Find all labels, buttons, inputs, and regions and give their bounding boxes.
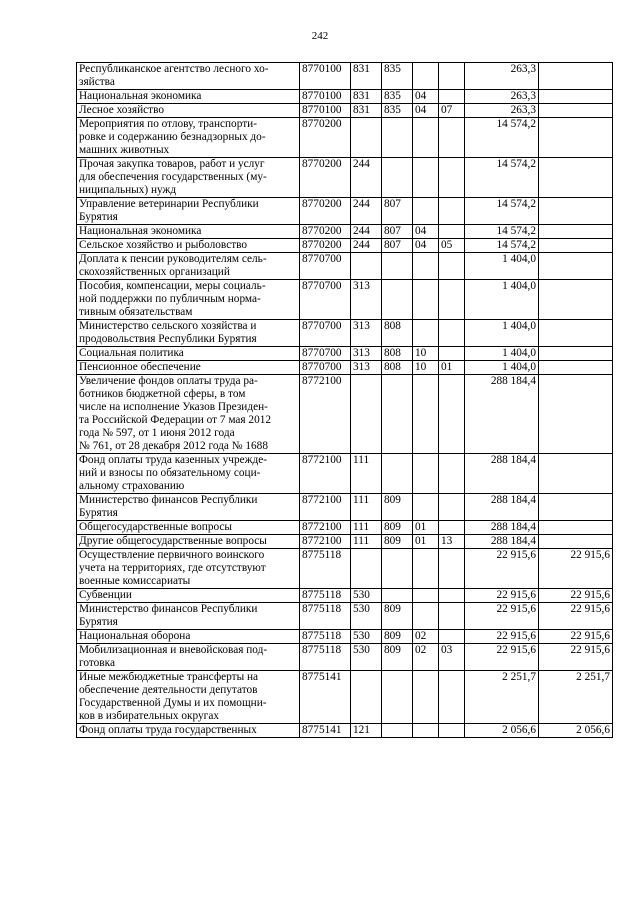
amount-total: 1 404,0: [465, 320, 539, 347]
section-code: [413, 494, 439, 521]
item-name: Национальная экономика: [77, 225, 300, 239]
section-code: 02: [413, 630, 439, 644]
ministry-code: 835: [382, 90, 413, 104]
ministry-code: 807: [382, 198, 413, 225]
table-row: [77, 361, 613, 375]
item-name: Министерство сельского хозяйства и продовольствия Республики Бурятия: [77, 320, 300, 347]
ministry-code: [382, 454, 413, 494]
table-row: [77, 375, 613, 454]
section-code: [413, 63, 439, 90]
subsection-code: 05: [439, 239, 465, 253]
table-row: [77, 198, 613, 225]
expense-type-code: 831: [351, 63, 382, 90]
target-article-code: 8772100: [300, 535, 351, 549]
amount-total: 1 404,0: [465, 253, 539, 280]
amount-total: 263,3: [465, 63, 539, 90]
ministry-code: [382, 280, 413, 320]
expense-type-code: 530: [351, 603, 382, 630]
section-code: [413, 253, 439, 280]
subsection-code: 07: [439, 104, 465, 118]
ministry-code: [382, 671, 413, 724]
subsection-code: [439, 603, 465, 630]
subsection-code: [439, 347, 465, 361]
ministry-code: 809: [382, 521, 413, 535]
section-code: [413, 454, 439, 494]
target-article-code: 8775141: [300, 724, 351, 738]
expense-type-code: 244: [351, 198, 382, 225]
table-row: [77, 104, 613, 118]
table-row: [77, 589, 613, 603]
item-name: Пенсионное обеспечение: [77, 361, 300, 375]
item-name: Общегосударственные вопросы: [77, 521, 300, 535]
subsection-code: [439, 198, 465, 225]
item-name: Лесное хозяйство: [77, 104, 300, 118]
amount-total: 22 915,6: [465, 603, 539, 630]
expense-type-code: 244: [351, 158, 382, 198]
item-name: Министерство финансов Республики Бурятия: [77, 494, 300, 521]
ministry-code: [382, 724, 413, 738]
item-name: Управление ветеринарии Республики Бурятия: [77, 198, 300, 225]
expense-type-code: [351, 549, 382, 589]
expense-type-code: [351, 253, 382, 280]
table-row: [77, 158, 613, 198]
target-article-code: 8772100: [300, 494, 351, 521]
amount-federal: 22 915,6: [539, 630, 613, 644]
table-row: [77, 630, 613, 644]
section-code: 01: [413, 535, 439, 549]
table-row: [77, 280, 613, 320]
amount-total: 2 251,7: [465, 671, 539, 724]
amount-total: 1 404,0: [465, 347, 539, 361]
ministry-code: [382, 589, 413, 603]
table-row: [77, 535, 613, 549]
target-article-code: 8775118: [300, 549, 351, 589]
item-name: Мероприятия по отлову, транспорти- ровке и содержанию безнадзорных до- машних животных: [77, 118, 300, 158]
table-row: [77, 118, 613, 158]
expense-type-code: 313: [351, 280, 382, 320]
ministry-code: 835: [382, 104, 413, 118]
amount-federal: [539, 198, 613, 225]
table-row: [77, 90, 613, 104]
amount-federal: [539, 118, 613, 158]
subsection-code: [439, 63, 465, 90]
amount-total: 14 574,2: [465, 158, 539, 198]
expense-type-code: [351, 375, 382, 454]
subsection-code: [439, 549, 465, 589]
item-name: Увеличение фондов оплаты труда ра- ботников бюджетной сферы, в том числе на исполнение Указов Президен- та Российской Федерации от 7 мая 2012 года № 597, от 1 июня 2012 года № 761, от 28 декабря 2012 года № 1688: [77, 375, 300, 454]
amount-total: 288 184,4: [465, 454, 539, 494]
item-name: Фонд оплаты труда казенных учрежде- ний и взносы по обязательному соци- альному страхованию: [77, 454, 300, 494]
item-name: Другие общегосударственные вопросы: [77, 535, 300, 549]
item-name: Прочая закупка товаров, работ и услуг для обеспечения государственных (му- ниципальных) нужд: [77, 158, 300, 198]
amount-federal: 22 915,6: [539, 644, 613, 671]
subsection-code: 13: [439, 535, 465, 549]
target-article-code: 8770200: [300, 198, 351, 225]
section-code: 02: [413, 644, 439, 671]
section-code: [413, 603, 439, 630]
amount-total: 288 184,4: [465, 494, 539, 521]
section-code: [413, 724, 439, 738]
target-article-code: 8775118: [300, 603, 351, 630]
expense-type-code: 313: [351, 361, 382, 375]
amount-total: 14 574,2: [465, 225, 539, 239]
subsection-code: [439, 225, 465, 239]
subsection-code: [439, 90, 465, 104]
item-name: Сельское хозяйство и рыболовство: [77, 239, 300, 253]
amount-total: 14 574,2: [465, 118, 539, 158]
amount-federal: [539, 225, 613, 239]
amount-total: 14 574,2: [465, 239, 539, 253]
ministry-code: 807: [382, 239, 413, 253]
amount-federal: [539, 494, 613, 521]
table-row: [77, 454, 613, 494]
ministry-code: [382, 118, 413, 158]
amount-federal: [539, 375, 613, 454]
amount-total: 288 184,4: [465, 375, 539, 454]
amount-total: 263,3: [465, 104, 539, 118]
target-article-code: 8770100: [300, 104, 351, 118]
subsection-code: [439, 280, 465, 320]
ministry-code: 809: [382, 644, 413, 671]
table-row: [77, 225, 613, 239]
ministry-code: 809: [382, 535, 413, 549]
amount-federal: [539, 535, 613, 549]
section-code: 04: [413, 225, 439, 239]
table-row: [77, 603, 613, 630]
expense-type-code: 530: [351, 630, 382, 644]
item-name: Национальная экономика: [77, 90, 300, 104]
subsection-code: [439, 253, 465, 280]
subsection-code: [439, 671, 465, 724]
subsection-code: [439, 320, 465, 347]
table-row: [77, 63, 613, 90]
page-number: 242: [311, 30, 329, 42]
section-code: [413, 671, 439, 724]
section-code: 04: [413, 104, 439, 118]
ministry-code: [382, 158, 413, 198]
amount-total: 1 404,0: [465, 361, 539, 375]
subsection-code: [439, 630, 465, 644]
amount-federal: 22 915,6: [539, 549, 613, 589]
target-article-code: 8770700: [300, 347, 351, 361]
subsection-code: [439, 118, 465, 158]
expense-type-code: 313: [351, 320, 382, 347]
subsection-code: [439, 454, 465, 494]
item-name: Республиканское агентство лесного хо- зяйства: [77, 63, 300, 90]
amount-federal: 2 056,6: [539, 724, 613, 738]
amount-total: 22 915,6: [465, 630, 539, 644]
expense-type-code: [351, 671, 382, 724]
expense-type-code: [351, 118, 382, 158]
amount-federal: 22 915,6: [539, 589, 613, 603]
expense-type-code: 111: [351, 454, 382, 494]
amount-federal: [539, 90, 613, 104]
section-code: [413, 589, 439, 603]
subsection-code: 01: [439, 361, 465, 375]
section-code: [413, 549, 439, 589]
subsection-code: [439, 375, 465, 454]
target-article-code: 8770100: [300, 63, 351, 90]
amount-total: 22 915,6: [465, 644, 539, 671]
amount-federal: [539, 320, 613, 347]
item-name: Доплата к пенсии руководителям сель- скохозяйственных организаций: [77, 253, 300, 280]
item-name: Иные межбюджетные трансферты на обеспечение деятельности депутатов Государственной Думы и их помощни- ков в избирательных округах: [77, 671, 300, 724]
subsection-code: 03: [439, 644, 465, 671]
table-row: [77, 347, 613, 361]
expense-type-code: 244: [351, 225, 382, 239]
target-article-code: 8775141: [300, 671, 351, 724]
subsection-code: [439, 589, 465, 603]
table-row: [77, 320, 613, 347]
table-row: [77, 253, 613, 280]
amount-federal: [539, 521, 613, 535]
target-article-code: 8775118: [300, 630, 351, 644]
target-article-code: 8770200: [300, 239, 351, 253]
expense-type-code: 111: [351, 535, 382, 549]
expense-type-code: 831: [351, 90, 382, 104]
amount-federal: [539, 239, 613, 253]
section-code: [413, 198, 439, 225]
target-article-code: 8770200: [300, 158, 351, 198]
amount-federal: [539, 253, 613, 280]
expense-type-code: 530: [351, 644, 382, 671]
table-row: [77, 549, 613, 589]
target-article-code: 8770700: [300, 320, 351, 347]
amount-total: 22 915,6: [465, 549, 539, 589]
subsection-code: [439, 521, 465, 535]
budget-table: [76, 62, 613, 738]
item-name: Осуществление первичного воинского учета на территориях, где отсутствуют военные комиссариаты: [77, 549, 300, 589]
table-row: [77, 724, 613, 738]
amount-federal: [539, 361, 613, 375]
section-code: 10: [413, 347, 439, 361]
amount-federal: [539, 454, 613, 494]
item-name: Социальная политика: [77, 347, 300, 361]
amount-total: 2 056,6: [465, 724, 539, 738]
amount-total: 22 915,6: [465, 589, 539, 603]
section-code: [413, 280, 439, 320]
table-row: [77, 671, 613, 724]
item-name: Министерство финансов Республики Бурятия: [77, 603, 300, 630]
ministry-code: [382, 375, 413, 454]
subsection-code: [439, 724, 465, 738]
ministry-code: 807: [382, 225, 413, 239]
section-code: [413, 118, 439, 158]
target-article-code: 8770200: [300, 225, 351, 239]
amount-federal: [539, 347, 613, 361]
target-article-code: 8775118: [300, 644, 351, 671]
ministry-code: 808: [382, 361, 413, 375]
target-article-code: 8770200: [300, 118, 351, 158]
section-code: [413, 375, 439, 454]
section-code: 04: [413, 90, 439, 104]
table-row: [77, 521, 613, 535]
section-code: [413, 158, 439, 198]
expense-type-code: 111: [351, 521, 382, 535]
expense-type-code: 244: [351, 239, 382, 253]
expense-type-code: 121: [351, 724, 382, 738]
amount-total: 288 184,4: [465, 521, 539, 535]
amount-federal: 2 251,7: [539, 671, 613, 724]
target-article-code: 8775118: [300, 589, 351, 603]
amount-federal: 22 915,6: [539, 603, 613, 630]
amount-total: 288 184,4: [465, 535, 539, 549]
target-article-code: 8770700: [300, 253, 351, 280]
table-row: [77, 494, 613, 521]
amount-total: 14 574,2: [465, 198, 539, 225]
target-article-code: 8770100: [300, 90, 351, 104]
expense-type-code: 530: [351, 589, 382, 603]
item-name: Мобилизационная и вневойсковая под- готовка: [77, 644, 300, 671]
amount-federal: [539, 104, 613, 118]
ministry-code: [382, 549, 413, 589]
target-article-code: 8772100: [300, 521, 351, 535]
amount-federal: [539, 280, 613, 320]
expense-type-code: 831: [351, 104, 382, 118]
expense-type-code: 111: [351, 494, 382, 521]
ministry-code: 808: [382, 347, 413, 361]
section-code: 10: [413, 361, 439, 375]
amount-total: 1 404,0: [465, 280, 539, 320]
ministry-code: [382, 253, 413, 280]
amount-federal: [539, 63, 613, 90]
amount-total: 263,3: [465, 90, 539, 104]
amount-federal: [539, 158, 613, 198]
ministry-code: 808: [382, 320, 413, 347]
target-article-code: 8770700: [300, 361, 351, 375]
item-name: Национальная оборона: [77, 630, 300, 644]
ministry-code: 809: [382, 603, 413, 630]
ministry-code: 835: [382, 63, 413, 90]
table-row: [77, 239, 613, 253]
ministry-code: 809: [382, 494, 413, 521]
item-name: Пособия, компенсации, меры социаль- ной поддержки по публичным норма- тивным обязательствам: [77, 280, 300, 320]
target-article-code: 8772100: [300, 375, 351, 454]
section-code: [413, 320, 439, 347]
section-code: 04: [413, 239, 439, 253]
subsection-code: [439, 494, 465, 521]
item-name: Фонд оплаты труда государственных: [77, 724, 300, 738]
table-row: [77, 644, 613, 671]
ministry-code: 809: [382, 630, 413, 644]
item-name: Субвенции: [77, 589, 300, 603]
subsection-code: [439, 158, 465, 198]
target-article-code: 8772100: [300, 454, 351, 494]
target-article-code: 8770700: [300, 280, 351, 320]
section-code: 01: [413, 521, 439, 535]
expense-type-code: 313: [351, 347, 382, 361]
